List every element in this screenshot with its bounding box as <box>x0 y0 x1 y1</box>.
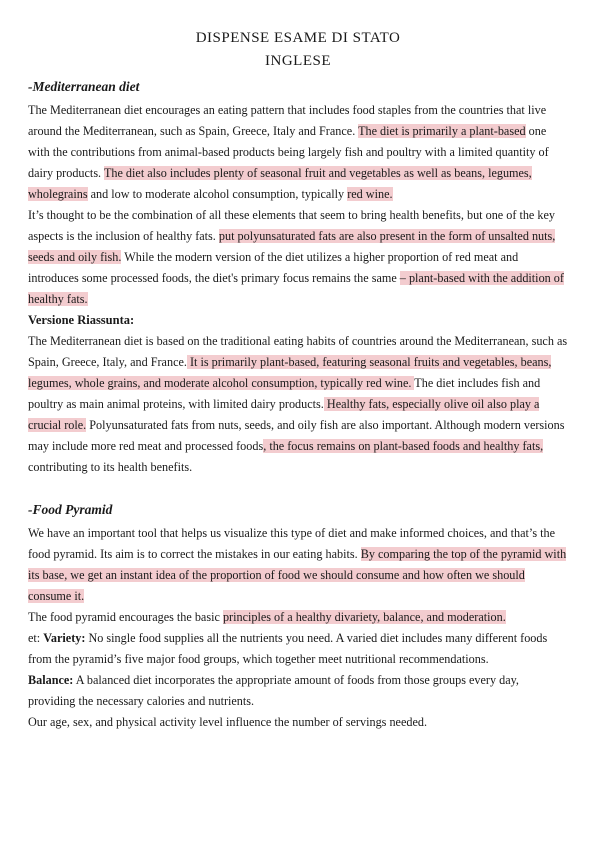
document-page <box>28 28 568 733</box>
balance-term: Balance: <box>28 673 74 687</box>
text-segment: Polyunsaturated fats from nuts, seeds, and oily fish are also important. Although modern versions may include more red meat and processed foods <box>28 418 565 453</box>
text-segment: The Mediterranean diet encourages an eating pattern that includes food staples from the countries that live around the Mediterranean, such as Spain, Greece, Italy and France. <box>28 103 547 138</box>
paragraph-pyramid-principles <box>28 607 568 628</box>
text-segment: The Mediterranean diet is based on the traditional eating habits of countries around the Mediterranean, such as Spain, Greece, Italy, and France. <box>28 334 568 369</box>
balance-text: A balanced diet incorporates the appropriate amount of foods from those groups every day, providing the necessary calories and nutrients. <box>28 673 519 708</box>
text-segment: The food pyramid encourages the basic <box>28 610 223 624</box>
variety-text: No single food supplies all the nutrients you need. A varied diet includes many different foods from the pyramid’s five major food groups, which together meet nutritional recommendations. <box>28 631 548 666</box>
highlighted-text: By comparing the top of the pyramid with its base, we get an instant idea of the proportion of food we should consume and how often we should consume it. <box>28 547 567 603</box>
section-heading-mediterranean: -Mediterranean diet <box>28 79 140 94</box>
highlighted-text: The diet also includes plenty of seasonal fruit and vegetables as well as beans, legumes, wholegrains <box>28 166 532 201</box>
paragraph-servings: Our age, sex, and physical activity level influence the number of servings needed. <box>28 715 428 729</box>
highlighted-text: put polyunsaturated fats are also present in the form of unsalted nuts, seeds and oily fish. <box>28 229 556 264</box>
document-title: DISPENSE ESAME DI STATO <box>195 30 401 46</box>
highlighted-text: Healthy fats, especially olive oil also play a crucial role. <box>28 397 540 432</box>
text-segment: one with the contributions from animal-based products being largely fish and poultry with a limited quantity of dairy products. <box>28 124 549 180</box>
text-segment: and low to moderate alcohol consumption, typically <box>87 187 348 201</box>
text-segment: We have an important tool that helps us visualize this type of diet and make informed choices, and that’s the food pyramid. Its aim is to correct the mistakes in our eating habits. <box>28 526 556 561</box>
variety-prefix: et: <box>28 631 44 645</box>
text-segment: The diet includes fish and poultry as main animal proteins, with limited dairy products. <box>28 376 541 411</box>
paragraph-mediterranean-intro <box>28 100 568 205</box>
highlighted-text: , the focus remains on plant-based foods and healthy fats, <box>263 439 544 453</box>
highlighted-text: The diet is primarily a plant-based <box>358 124 526 138</box>
highlighted-text: It is primarily plant-based, featuring seasonal fruits and vegetables, beans, legumes, whole grains, and moderate alcohol consumption, typically red wine. <box>28 355 552 390</box>
text-segment: It’s thought to be the combination of all these elements that seem to bring health benefits, but one of the key aspects is the inclusion of healthy fats. <box>28 208 555 243</box>
paragraph-variety <box>28 628 568 670</box>
document-subtitle: INGLESE <box>265 53 331 69</box>
paragraph-summary <box>28 331 568 478</box>
paragraph-healthy-fats <box>28 205 568 310</box>
paragraph-balance <box>28 670 568 712</box>
section-heading-food-pyramid: -Food Pyramid <box>28 502 113 517</box>
highlighted-text: – plant-based with the addition of healthy fats. <box>28 271 564 306</box>
highlighted-text: red wine. <box>347 187 393 201</box>
section-heading-summary: Versione Riassunta: <box>28 313 135 327</box>
text-segment: contributing to its health benefits. <box>28 460 193 474</box>
paragraph-pyramid-intro <box>28 523 568 607</box>
spacer <box>28 478 568 499</box>
highlighted-text: principles of a healthy divariety, balance, and moderation. <box>222 610 506 624</box>
variety-term: Variety: <box>43 631 86 645</box>
text-segment: While the modern version of the diet utilizes a higher proportion of red meat and introduces some processed foods, the diet's primary focus remains the same <box>28 250 519 285</box>
